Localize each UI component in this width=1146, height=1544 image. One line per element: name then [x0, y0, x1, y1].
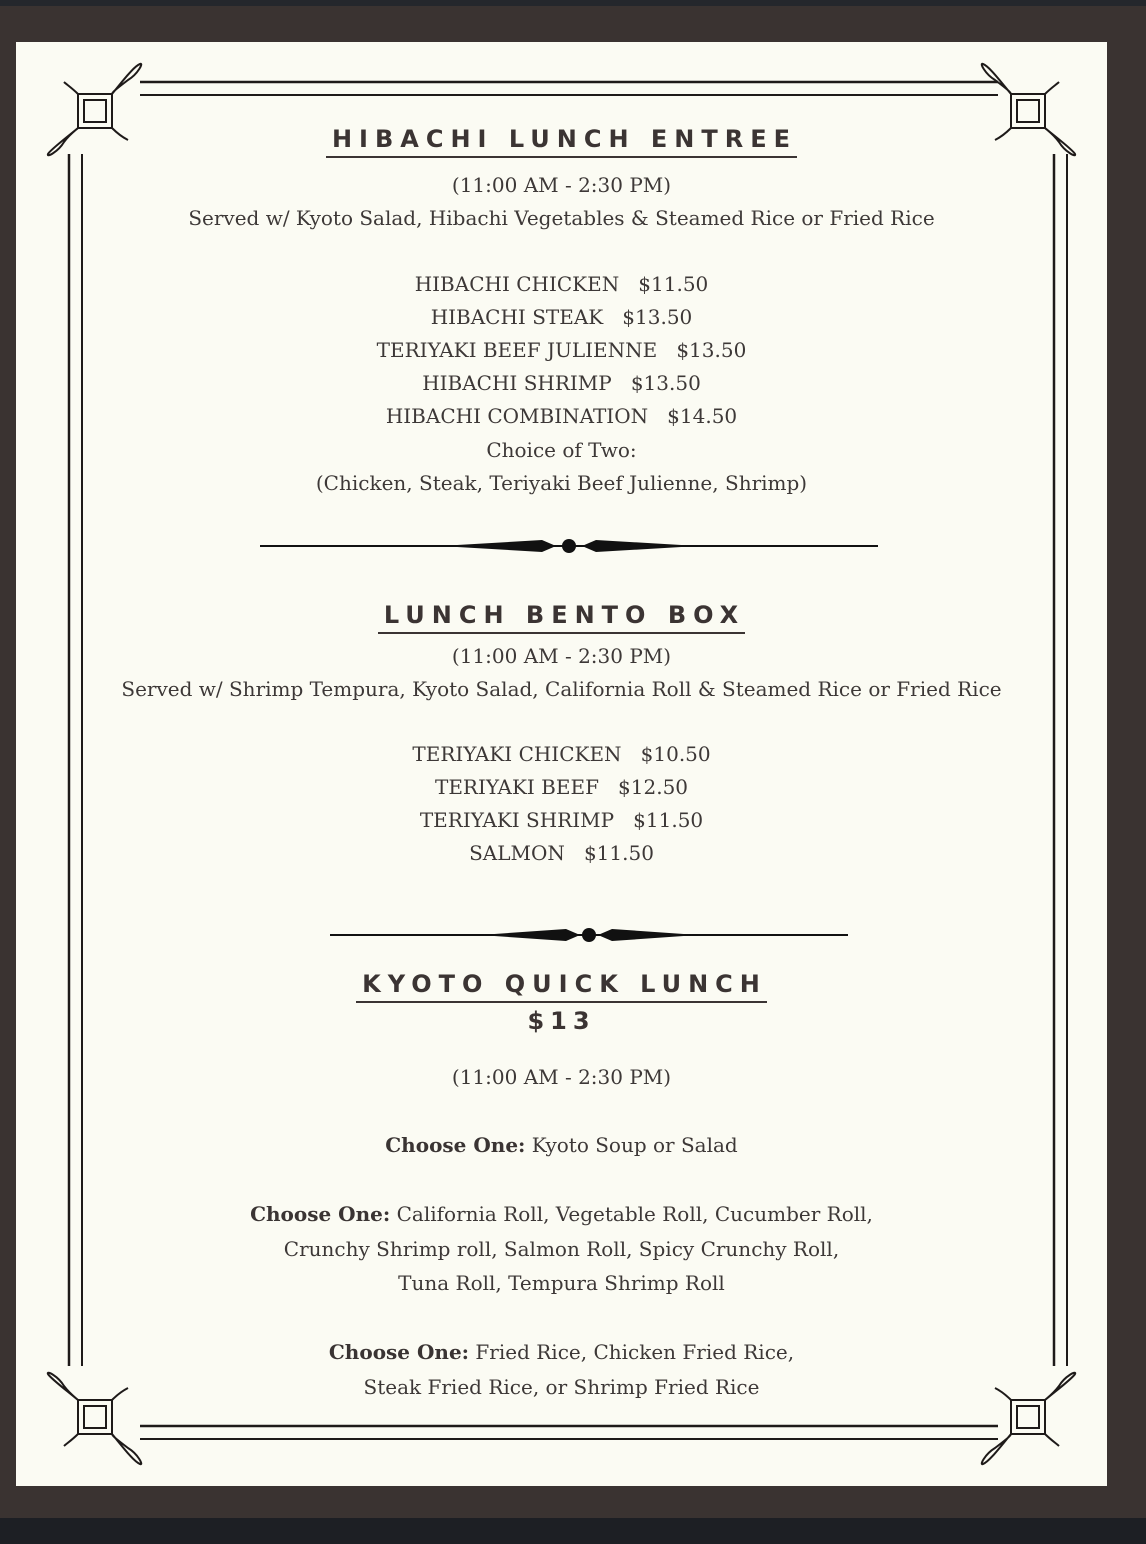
menu-item — [16, 268, 1107, 301]
item-price: $12.50 — [618, 775, 689, 799]
item-name: HIBACHI STEAK — [430, 305, 604, 329]
bento-section-title — [16, 600, 1107, 634]
bento-title-text: LUNCH BENTO BOX — [378, 600, 745, 634]
menu-item — [16, 804, 1107, 837]
hibachi-hours: (11:00 AM - 2:30 PM) — [451, 173, 672, 197]
choice-options: California Roll, Vegetable Roll, Cucumber Roll, — [396, 1202, 873, 1226]
quick-lunch-price: $13 — [527, 1007, 596, 1035]
quick-lunch-title-text: KYOTO QUICK LUNCH — [356, 969, 767, 1003]
item-name: HIBACHI CHICKEN — [414, 272, 620, 296]
menu-item — [16, 400, 1107, 433]
item-name: HIBACHI SHRIMP — [422, 371, 612, 395]
bottom-bar — [0, 1518, 1146, 1544]
bento-served-with: Served w/ Shrimp Tempura, Kyoto Salad, California Roll & Steamed Rice or Fried Rice — [121, 677, 1002, 701]
menu-item — [16, 301, 1107, 334]
choice-options-continued: Steak Fried Rice, or Shrimp Fried Rice — [363, 1375, 760, 1399]
choice-options: Fried Rice, Chicken Fried Rice, — [475, 1340, 795, 1364]
section-divider — [260, 535, 878, 557]
top-bar — [0, 0, 1146, 6]
item-price: $11.50 — [638, 272, 709, 296]
choice-options-continued: Crunchy Shrimp roll, Salmon Roll, Spicy Crunchy Roll, — [283, 1237, 840, 1261]
choice-label: Choose One: — [385, 1133, 526, 1157]
menu-item — [16, 837, 1107, 870]
item-price: $13.50 — [630, 371, 701, 395]
item-price: $13.50 — [676, 338, 747, 362]
choice-options: Kyoto Soup or Salad — [531, 1133, 738, 1157]
item-price: $11.50 — [633, 808, 704, 832]
choice-line — [16, 1198, 1107, 1231]
item-price: $10.50 — [640, 742, 711, 766]
hibachi-title-text: HIBACHI LUNCH ENTREE — [326, 124, 797, 158]
item-price: $11.50 — [583, 841, 654, 865]
hibachi-section-title — [16, 124, 1107, 158]
choice-options-continued: Tuna Roll, Tempura Shrimp Roll — [398, 1271, 725, 1295]
quick-lunch-section-title — [16, 969, 1107, 1003]
choice-line — [16, 1129, 1107, 1162]
combination-choice-options: (Chicken, Steak, Teriyaki Beef Julienne, Shrimp) — [315, 471, 808, 495]
choice-label: Choose One: — [250, 1202, 391, 1226]
menu-item — [16, 334, 1107, 367]
menu-item — [16, 367, 1107, 400]
menu-page — [16, 42, 1107, 1486]
combination-choice-label: Choice of Two: — [486, 438, 637, 462]
choice-label: Choose One: — [328, 1340, 470, 1364]
quick-lunch-hours: (11:00 AM - 2:30 PM) — [451, 1065, 672, 1089]
item-name: TERIYAKI CHICKEN — [412, 742, 622, 766]
item-price: $13.50 — [622, 305, 693, 329]
item-name: HIBACHI COMBINATION — [385, 404, 649, 428]
menu-item — [16, 738, 1107, 771]
item-name: TERIYAKI BEEF — [434, 775, 599, 799]
bento-hours: (11:00 AM - 2:30 PM) — [451, 644, 672, 668]
item-name: TERIYAKI BEEF JULIENNE — [376, 338, 658, 362]
item-price: $14.50 — [667, 404, 738, 428]
menu-item — [16, 771, 1107, 804]
item-name: TERIYAKI SHRIMP — [419, 808, 615, 832]
item-name: SALMON — [469, 841, 565, 865]
hibachi-served-with: Served w/ Kyoto Salad, Hibachi Vegetables & Steamed Rice or Fried Rice — [188, 206, 935, 230]
section-divider — [330, 924, 848, 946]
choice-line — [16, 1336, 1107, 1369]
